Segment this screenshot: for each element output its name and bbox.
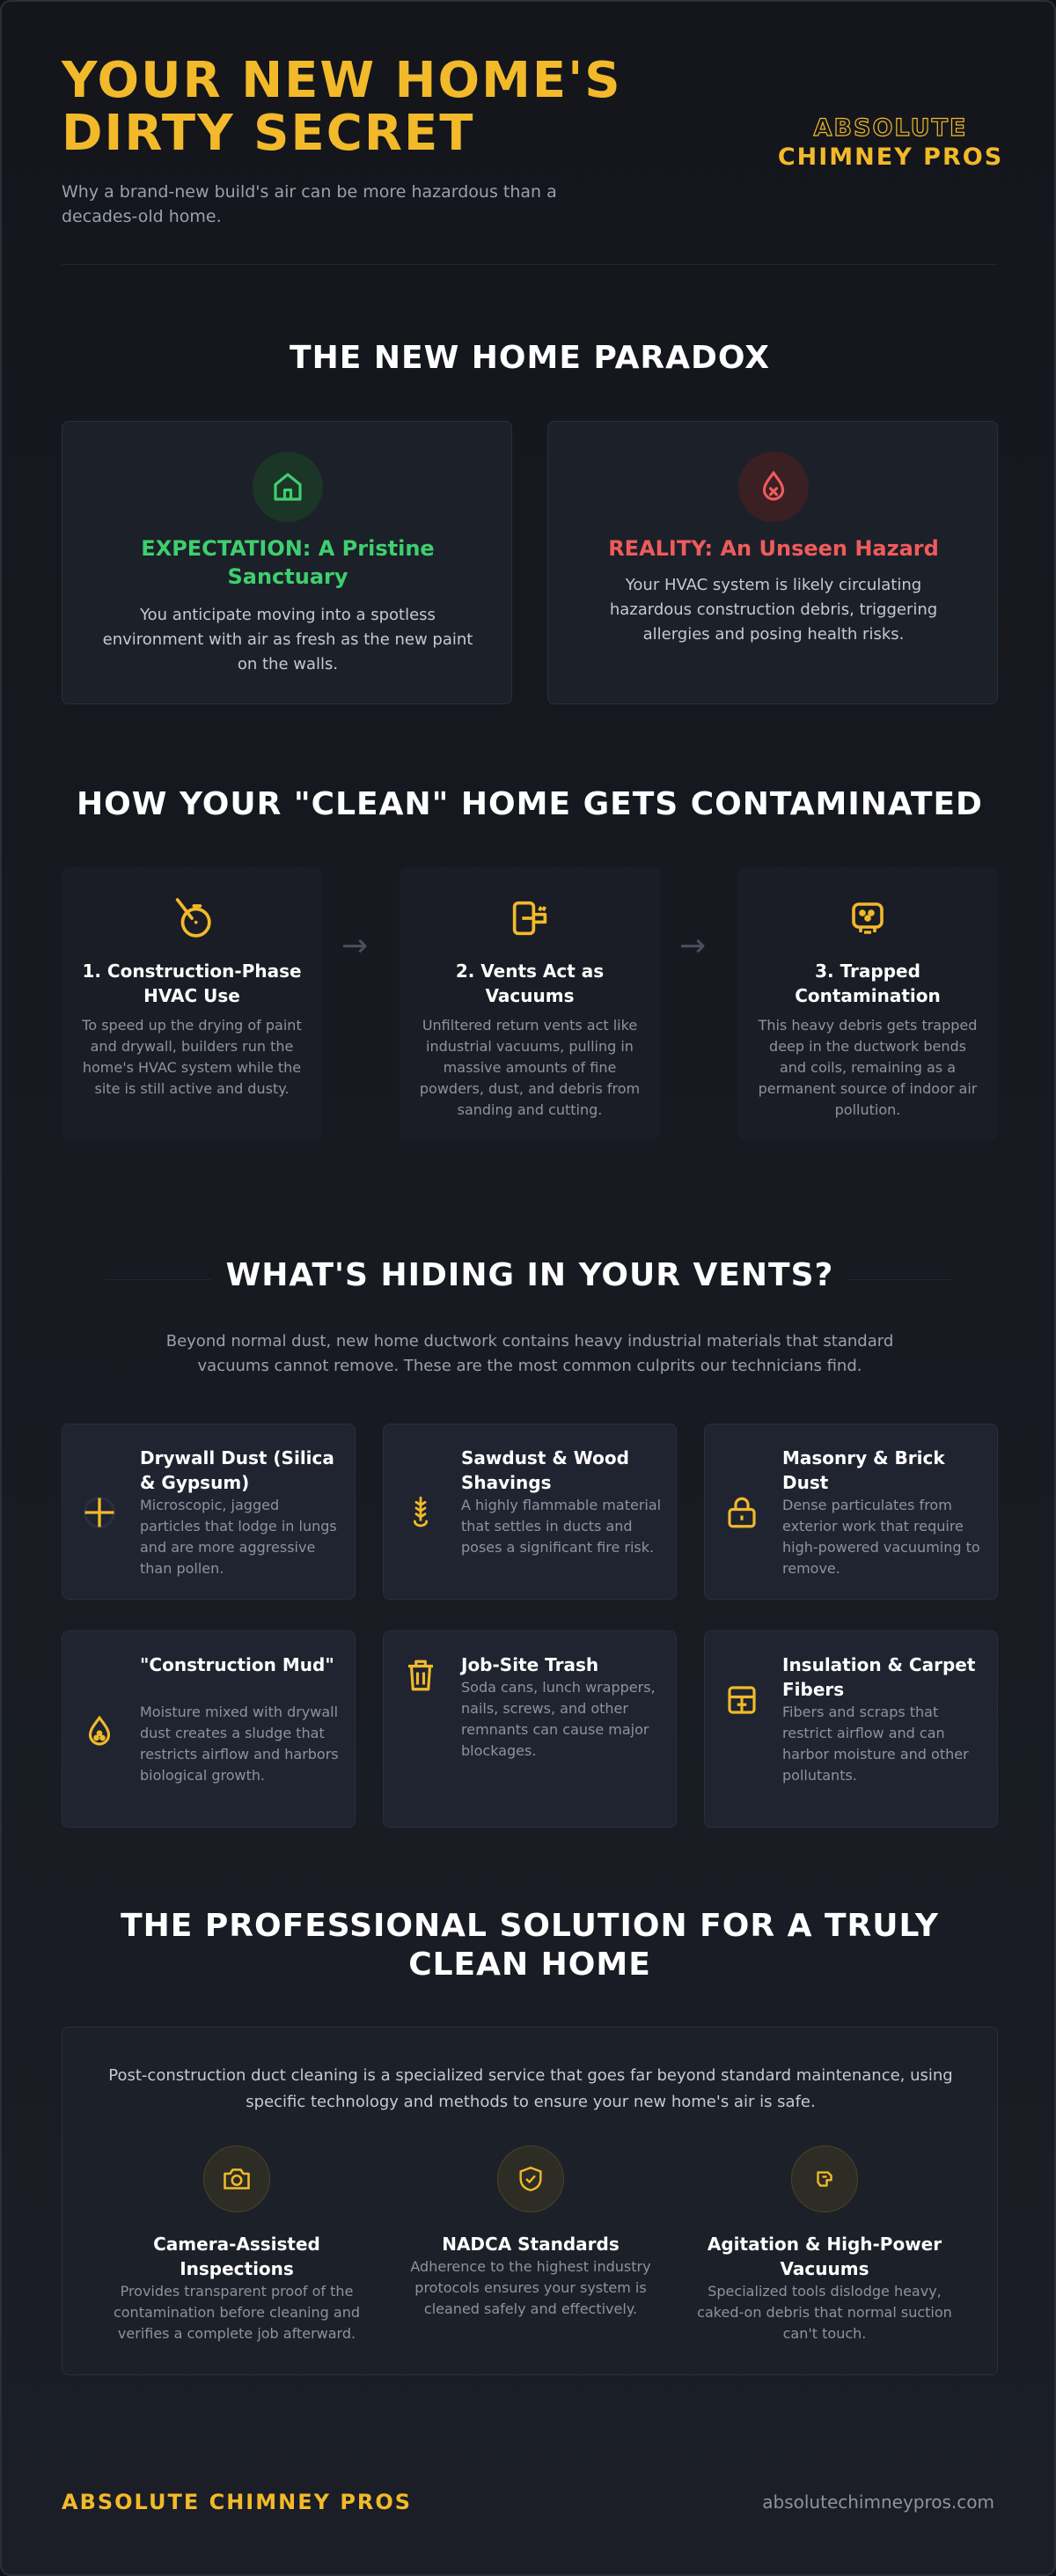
reality-card (547, 421, 998, 704)
timer-icon (62, 892, 322, 945)
hazard-drop-icon (738, 452, 809, 522)
solution-box (62, 2027, 998, 2375)
expectation-text: You anticipate moving into a spotless environment with air as fresh as the new paint on the walls. (102, 606, 473, 673)
vent-item-mud (62, 1630, 356, 1828)
vent-item-text: Moisture mixed with drywall dust creates a sludge that restricts airflow and harbors biological growth. (140, 1704, 339, 1784)
vent-item-heading: "Construction Mud" (140, 1654, 334, 1675)
reality-text: Your HVAC system is likely circulating hazardous construction debris, triggering allergies and posing health risks. (609, 576, 938, 644)
vent-item-heading: Insulation & Carpet Fibers (782, 1654, 976, 1700)
crosshair-icon (80, 1493, 119, 1532)
solution-item-camera (105, 2145, 369, 2344)
step-2-text: Unfiltered return vents act like industrial vacuums, pulling in massive amounts of fine powders, dust, and debris from sanding and cutting. (419, 1017, 641, 1118)
step-3-heading: 3. Trapped Contamination (795, 960, 941, 1006)
step-1-heading: 1. Construction-Phase HVAC Use (82, 960, 302, 1006)
vent-item-heading: Job-Site Trash (461, 1654, 599, 1675)
step-3-text: This heavy debris gets trapped deep in the ductwork bends and coils, remaining as a permanent source of indoor air pollution. (758, 1017, 978, 1118)
camera-icon (203, 2145, 270, 2212)
vent-item-trash (383, 1630, 677, 1828)
expectation-heading: EXPECTATION: A Pristine Sanctuary (141, 536, 435, 589)
vent-item-heading: Drywall Dust (Silica & Gypsum) (140, 1447, 334, 1493)
solution-item-heading: Camera-Assisted Inspections (153, 2234, 320, 2279)
solution-item-text: Specialized tools dislodge heavy, caked-on debris that normal suction can't touch. (697, 2283, 952, 2342)
wheat-icon (401, 1493, 440, 1532)
agitator-icon (791, 2145, 858, 2212)
paradox-title: THE NEW HOME PARADOX (290, 340, 770, 376)
solution-item-text: Provides transparent proof of the contamination before cleaning and verifies a complete job afterward. (113, 2283, 361, 2342)
page-title: YOUR NEW HOME'S DIRTY SECRET (62, 52, 622, 162)
vent-item-text: Soda cans, lunch wrappers, nails, screws, and other remnants can cause major blockages. (461, 1679, 656, 1759)
solution-title: THE PROFESSIONAL SOLUTION FOR A TRULY CLEAN HOME (121, 1908, 939, 1983)
trash-icon (401, 1656, 440, 1695)
shield-check-icon (497, 2145, 564, 2212)
solution-item-nadca (399, 2145, 663, 2320)
step-card-3 (737, 867, 998, 1140)
brand-logo[interactable] (776, 114, 1005, 171)
expectation-card (62, 421, 512, 704)
box-icon (722, 1681, 761, 1719)
vent-item-sawdust (383, 1424, 677, 1600)
step-card-2 (400, 867, 660, 1140)
solution-item-text: Adherence to the highest industry protocols ensures your system is cleaned safely and effectively. (410, 2258, 651, 2317)
footer-brand: ABSOLUTE CHIMNEY PROS (62, 2490, 413, 2514)
arrow-right-icon: → (679, 928, 707, 964)
logo-top-text: ABSOLUTE (813, 114, 968, 142)
solution-intro: Post-construction duct cleaning is a specialized service that goes far beyond standard maintenance, using specific technology and methods to ensure your new home's air is safe. (108, 2066, 953, 2111)
page-subtitle: Why a brand-new build's air can be more hazardous than a decades-old home. (62, 182, 557, 226)
solution-item-agitation (693, 2145, 957, 2344)
vent-item-masonry (704, 1424, 998, 1600)
contamination-title: HOW YOUR "CLEAN" HOME GETS CONTAMINATED (77, 786, 983, 822)
reality-heading: REALITY: An Unseen Hazard (608, 536, 939, 561)
vacuum-icon (400, 892, 660, 945)
vent-item-text: A highly flammable material that settles in ducts and poses a significant fire risk. (461, 1497, 662, 1556)
house-icon (253, 452, 323, 522)
solution-item-heading: NADCA Standards (442, 2234, 620, 2255)
footer-website-link[interactable]: absolutechimneypros.com (762, 2491, 994, 2513)
step-1-text: To speed up the drying of paint and drywall, builders run the home's HVAC system while the site is still active and dusty. (82, 1017, 302, 1097)
vent-item-drywall (62, 1424, 356, 1600)
logo-bottom-text: CHIMNEY PROS (777, 144, 1004, 171)
vent-item-heading: Sawdust & Wood Shavings (461, 1447, 629, 1493)
debris-icon (737, 892, 998, 945)
lock-icon (722, 1493, 761, 1532)
header-divider (62, 264, 998, 265)
vents-subtitle: Beyond normal dust, new home ductwork contains heavy industrial materials that standard vacuums cannot remove. These are the most common culprits our technicians find. (165, 1332, 894, 1375)
mud-drop-icon (80, 1712, 119, 1751)
step-card-1 (62, 867, 322, 1140)
solution-item-heading: Agitation & High-Power Vacuums (707, 2234, 942, 2279)
arrow-right-icon: → (341, 928, 369, 964)
vent-item-text: Dense particulates from exterior work that require high-powered vacuuming to remove. (782, 1497, 980, 1577)
vent-item-heading: Masonry & Brick Dust (782, 1447, 945, 1493)
vent-item-insulation (704, 1630, 998, 1828)
vents-title: WHAT'S HIDING IN YOUR VENTS? (225, 1257, 834, 1293)
vent-item-text: Fibers and scraps that restrict airflow and can harbor moisture and other pollutants. (782, 1704, 969, 1784)
step-2-heading: 2. Vents Act as Vacuums (455, 960, 605, 1006)
vent-item-text: Microscopic, jagged particles that lodge in lungs and are more aggressive than pollen. (140, 1497, 337, 1577)
